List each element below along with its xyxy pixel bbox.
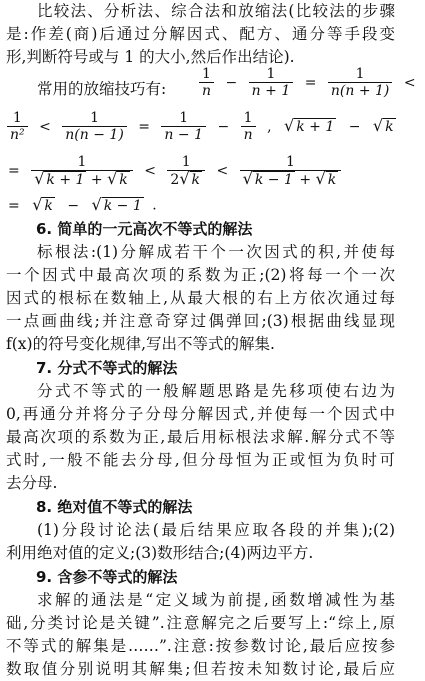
heading-section-7: 7. 分式不等式的解法 bbox=[36, 359, 178, 377]
fraction: $\frac{1}{n(n + 1)}$ bbox=[328, 66, 393, 99]
s8-line-2: 利用绝对值的定义;(3)数形结合;(4)两边平方. bbox=[6, 544, 314, 562]
fraction: $\frac{1}{n - 1}$ bbox=[161, 110, 206, 143]
fraction: $\frac{1}{n}$ bbox=[241, 110, 256, 143]
s6-line-2: 一个因式中最高次项的系数为正;(2)将每一个一次 bbox=[6, 266, 395, 284]
intro-line-1: 比较法、分析法、综合法和放缩法(比较法的步骤 bbox=[37, 2, 395, 20]
sqrt: √ k bbox=[372, 116, 394, 135]
s9-line-2: 础,分类讨论是关键”.注意解完之后要写上:“综上,原 bbox=[6, 614, 395, 632]
s8-line-1: (1)分段讨论法(最后结果应取各段的并集);(2) bbox=[37, 521, 395, 539]
scaling-lead: 常用的放缩技巧有: bbox=[37, 80, 167, 98]
s6-line-1: 标根法:(1)分解成若干个一次因式的积,并使每 bbox=[37, 243, 395, 261]
s6-line-5: f(x)的符号变化规律,写出不等式的解集. bbox=[6, 335, 275, 353]
fraction: $\frac{1}{n + 1}$ bbox=[249, 66, 294, 99]
heading-section-9: 9. 含参不等式的解法 bbox=[36, 568, 178, 586]
fraction: $\frac{1}{√ k - 1 + √ k}$ bbox=[240, 154, 342, 188]
sqrt: √ k − 1 bbox=[91, 195, 142, 214]
s7-line-1: 分式不等式的一般解题思路是先移项使右边为 bbox=[37, 382, 395, 400]
scaling-formula-3: = $\frac{1}{√ k + 1 + √ k}$ < $\frac{1}{2√ k}$ < $\frac{1}{√ k - 1 + √ k}$ bbox=[4, 154, 344, 188]
fraction: $\frac{1}{\text{n²}}$ bbox=[7, 110, 28, 143]
s9-line-1: 求解的通法是“定义域为前提,函数增减性为基 bbox=[37, 591, 395, 609]
s6-line-3: 因式的根标在数轴上,从最大根的右上方依次通过每 bbox=[6, 289, 395, 307]
s6-line-4: 一点画曲线;并注意奇穿过偶弹回;(3)根据曲线显现 bbox=[6, 312, 395, 330]
s7-line-4: 式时,一般不能去分母,但分母恒为正或恒为负时可 bbox=[6, 451, 395, 469]
heading-section-8: 8. 绝对值不等式的解法 bbox=[36, 498, 193, 516]
s7-line-5: 去分母. bbox=[6, 474, 58, 492]
scaling-formula-1: $\frac{1}{n}$ − $\frac{1}{n + 1}$ = $\frac{1}{n(n + 1)}$ < bbox=[196, 66, 420, 99]
scaling-formula-2: $\frac{1}{\text{n²}}$ < $\frac{1}{n(n - 1)}$ = $\frac{1}{n - 1}$ − $\frac{1}{n}$ , √ k + 1 − √ k bbox=[4, 110, 400, 143]
s7-line-2: 0,再通分并将分子分母分解因式,并使每一个因式中 bbox=[6, 405, 395, 423]
scaling-formula-4: = √ k − √ k − 1 . bbox=[8, 195, 157, 214]
fraction: $\frac{1}{2√ k}$ bbox=[167, 154, 205, 188]
fraction: $\frac{1}{n}$ bbox=[199, 66, 214, 99]
s7-line-3: 最高次项的系数为正,最后用标根法求解.解分式不等 bbox=[6, 428, 395, 446]
s9-line-3: 不等式的解集是……”.注意:按参数讨论,最后应按参 bbox=[6, 637, 395, 655]
s9-line-4: 数取值分别说明其解集;但若按未知数讨论,最后应 bbox=[6, 660, 395, 678]
heading-section-6: 6. 简单的一元高次不等式的解法 bbox=[36, 220, 253, 238]
intro-line-3: 形,判断符号或与 1 的大小,然后作出结论). bbox=[6, 48, 295, 66]
fraction: $\frac{1}{n(n - 1)}$ bbox=[62, 110, 127, 143]
sqrt: √ k bbox=[32, 195, 53, 214]
intro-line-2: 是:作差(商)后通过分解因式、配方、通分等手段变 bbox=[6, 25, 395, 43]
fraction: $\frac{1}{√ k + 1 + √ k}$ bbox=[31, 154, 133, 188]
sqrt: √ k + 1 bbox=[284, 116, 335, 135]
